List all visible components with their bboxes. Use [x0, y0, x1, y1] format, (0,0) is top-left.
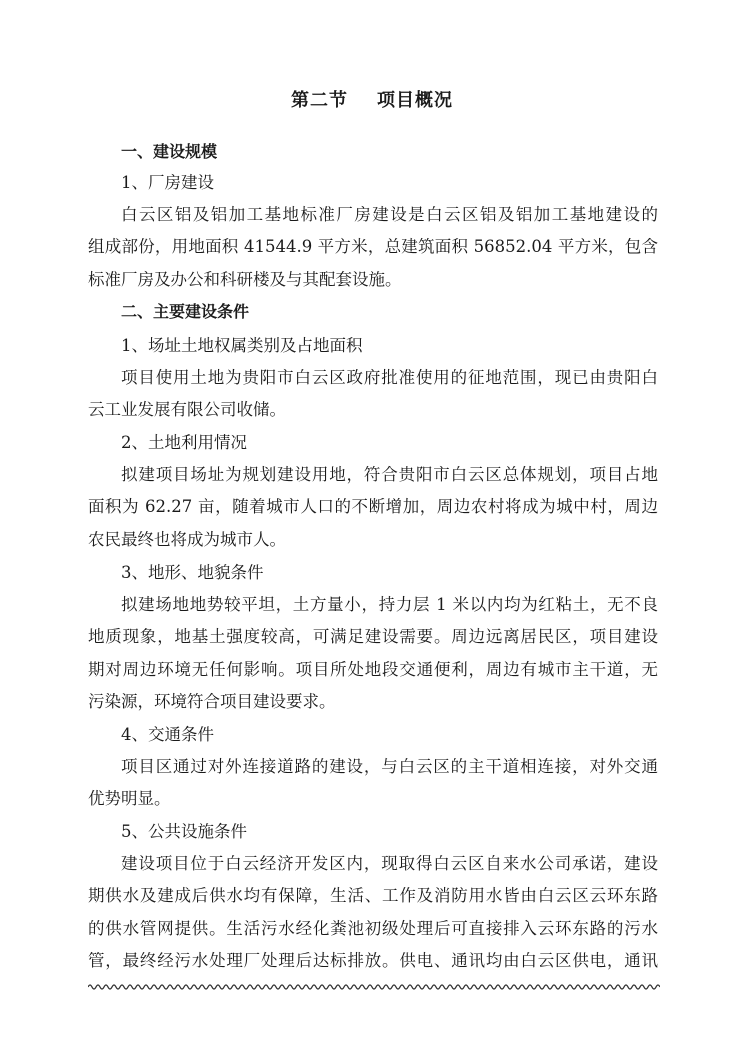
- paragraph-line: 污染源，环境符合项目建设要求。: [88, 692, 336, 711]
- paragraph-line: 面积为 62.27 亩，随着城市人口的不断增加，周边农村将成为城中村，周边: [88, 497, 658, 516]
- paragraph-line: 项目使用土地为贵阳市白云区政府批准使用的征地范围，现已由贵阳白: [121, 368, 658, 387]
- paragraph-line: 白云区铝及铝加工基地标准厂房建设是白云区铝及铝加工基地建设的: [121, 205, 658, 224]
- paragraph-line: 期对周边环境无任何影响。项目所处地段交通便利，周边有城市主干道，无: [88, 660, 658, 679]
- wavy-line: [88, 985, 660, 989]
- paragraph-line: 拟建项目场址为规划建设用地，符合贵阳市白云区总体规划，项目占地: [121, 465, 658, 484]
- paragraph-line: 管，最终经污水处理厂处理后达标排放。供电、通讯均由白云区供电，通讯: [88, 951, 658, 970]
- paragraph-line: 云工业发展有限公司收储。: [88, 400, 286, 419]
- paragraph-line: 拟建场地地势较平坦，土方量小，持力层 1 米以内均为红粘土，无不良: [121, 595, 658, 614]
- paragraph-line: 优势明显。: [88, 789, 171, 808]
- paragraph-line: 项目区通过对外连接道路的建设，与白云区的主干道相连接，对外交通: [121, 757, 658, 776]
- subheading-public-facilities: 5、公共设施条件: [121, 822, 247, 841]
- page-title: 第二节 项目概况: [290, 90, 454, 111]
- paragraph-line: 标准厂房及办公和科研楼及与其配套设施。: [88, 270, 402, 289]
- subheading-land-ownership: 1、场址土地权属类别及占地面积: [121, 336, 363, 355]
- footer-wavy-rule: [88, 982, 660, 992]
- paragraph-line: 地质现象，地基土强度较高，可满足建设需要。周边远离居民区，项目建设: [88, 627, 658, 646]
- paragraph-line: 建设项目位于白云经济开发区内，现取得白云区自来水公司承诺，建设: [121, 854, 658, 873]
- subheading-land-use: 2、土地利用情况: [121, 433, 247, 452]
- subheading-transport: 4、交通条件: [121, 725, 214, 744]
- section-heading-construction-scale: 一、建设规模: [121, 142, 218, 161]
- subheading-terrain: 3、地形、地貌条件: [121, 563, 264, 582]
- subheading-factory-construction: 1、厂房建设: [121, 173, 214, 192]
- section-heading-construction-conditions: 二、主要建设条件: [121, 302, 250, 321]
- paragraph-line: 的供水管网提供。生活污水经化粪池初级处理后可直接排入云环东路的污水: [88, 919, 658, 938]
- paragraph-line: 农民最终也将成为城市人。: [88, 530, 286, 549]
- paragraph-line: 期供水及建成后供水均有保障，生活、工作及消防用水皆由白云区云环东路: [88, 886, 658, 905]
- paragraph-line: 组成部份，用地面积 41544.9 平方米，总建筑面积 56852.04 平方米，包含: [88, 237, 658, 256]
